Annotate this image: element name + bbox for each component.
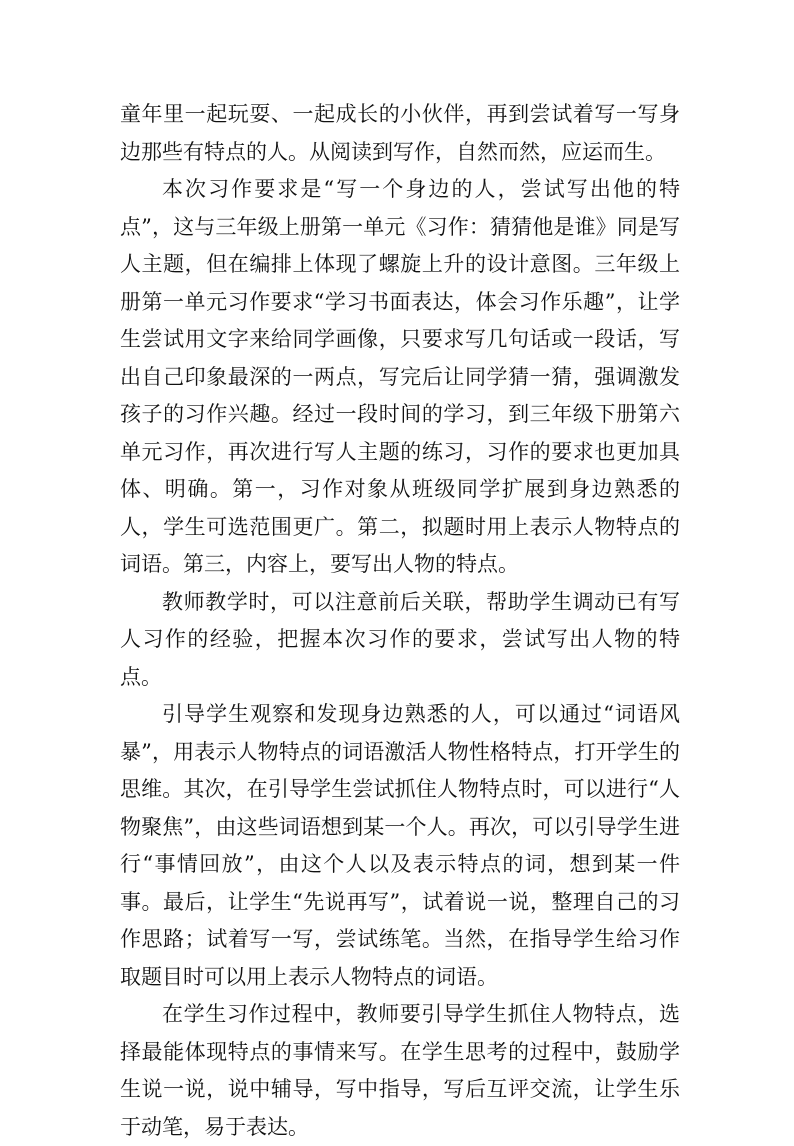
paragraph-requirements: 本次习作要求是“写一个身边的人，尝试写出他的特点”，这与三年级上册第一单元《习作：猜猜他是谁》同是写人主题，但在编排上体现了螺旋上升的设计意图。三年级上册第一单元习作要求“学习书面表达，体会习作乐趣”，让学生尝试用文字来给同学画像，只要求写几句话或一段话，写出自己印象最深的一两点，写完后让同学猜一猜，强调激发孩子的习作兴趣。经过一段时间的学习，到三年级下册第六单元习作，再次进行写人主题的练习，习作的要求也更加具体、明确。第一，习作对象从班级同学扩展到身边熟悉的人，学生可选范围更广。第二，拟题时用上表示人物特点的词语。第三，内容上，要写出人物的特点。 — [120, 177, 680, 576]
paragraph-writing-process: 在学生习作过程中，教师要引导学生抓住人物特点，选择最能体现特点的事情来写。在学生思考的过程中，鼓励学生说一说，说中辅导，写中指导，写后互评交流，让学生乐于动笔，易于表达。 — [120, 1002, 680, 1139]
paragraph-continuation: 童年里一起玩耍、一起成长的小伙伴，再到尝试着写一写身边那些有特点的人。从阅读到写作，自然而然，应运而生。 — [120, 102, 680, 164]
paragraph-teaching-link: 教师教学时，可以注意前后关联，帮助学生调动已有写人习作的经验，把握本次习作的要求，尝试写出人物的特点。 — [120, 589, 680, 689]
paragraph-guidance-steps: 引导学生观察和发现身边熟悉的人，可以通过“词语风暴”，用表示人物特点的词语激活人物性格特点，打开学生的思维。其次，在引导学生尝试抓住人物特点时，可以进行“人物聚焦”，由这些词语想到某一个人。再次，可以引导学生进行“事情回放”，由这个人以及表示特点的词，想到某一件事。最后，让学生“先说再写”，试着说一说，整理自己的习作思路；试着写一写，尝试练笔。当然，在指导学生给习作取题目时可以用上表示人物特点的词语。 — [120, 702, 680, 989]
document-page — [120, 96, 680, 1146]
